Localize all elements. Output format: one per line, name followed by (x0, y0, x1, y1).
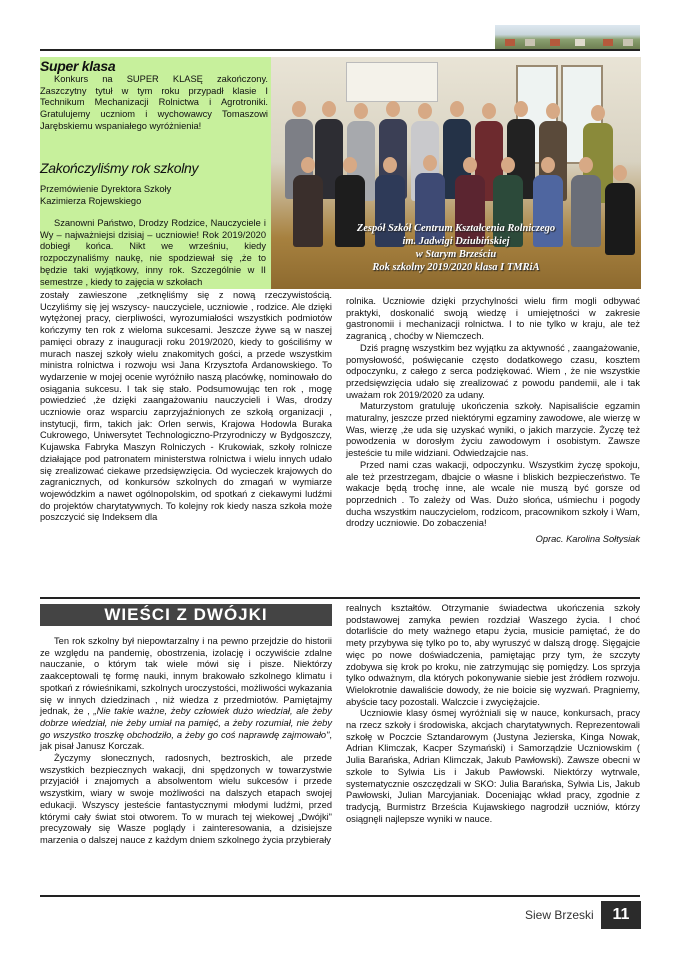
wiesci-paragraph-1: Ten rok szkolny był niepowtarzalny i na pewno przejdzie do historii ze względu na pandemię, obostrzenia, izolację i oczywiście zdalne nauczanie, o którym tak wiele mówi się i pisze. Niektórzy zaakceptowali tę formę nauki, innym brakowało szkolnego klimatu i spotkań z rówieśnikami, szkolnych uroczystości, możliwości wykazania się w innych dziedzinach , niż wiedza z przedmiotów. Pamiętajmy jednak, że , „Nie takie ważne, żeby człowiek dużo wiedział, ale żeby dobrze wiedział, nie żeby umiał na pamięć, a żeby rozumiał, nie żeby go wszystko troszkę obchodziło, a żeby go coś naprawdę zajmowało", jak pisał Janusz Korczak. (40, 636, 332, 752)
speech-paragraph-1-continued: zostały zawieszone ,zetknęliśmy się z nową rzeczywistością. Uczyliśmy się jej wszyscy- nauczyciele, uczniowie , rodzice. Ale dzięki wytężonej pracy, cierpliwości, wyrozumiałości wszystkich podmiotów kończymy ten rok z wieloma sukcesami. Jeszcze żywe są w naszej pamięci obrazy z inauguracji roku 2019/2020, kiedy to gościliśmy w murach naszej szkoły wielu znakomitych gości, a przede wszystkim ministra rolnictwa i rozwoju wsi Jana Krzysztofa Ardanowskiego. To wydarzenie w mojej ocenie wyróżniło naszą placówkę, nominowało do osiągania sukcesu. I tak się stało. Podsumowując ten rok , mogę powiedzieć ,że dzięki zaangażowaniu nauczycieli i Was, drodzy uczniowie oraz wsparciu zaprzyjaźnionych ze szkołą organizacji , instytucji, firm, takich jak: Orlen serwis, Krajowa Hodowla Buraka Cukrowego, Uniwersytet Technologiczno-Przyrodniczy w Bydgoszczy, Kujawska Fabryka Maszyn Rolniczych - Krukowiak, szkoły rolnicze działające pod patronatem ministerstwa rolnictwa i wielu innych udało się zrealizować ciekawe przedsięwzięcia. Od wycieczek krajowych do zagranicznych, od konkursów szkolnych do zmagań w wymiarze wojewódzkim a nawet ogólnopolskim, od spotkań z ciekawymi ludźmi do projektów charytatywnych. To kolejny rok kiedy nasza szkoła może poszczycić się Indeksem dla (40, 290, 332, 523)
bottom-rule (40, 895, 640, 897)
korczak-quote: „Nie takie ważne, żeby człowiek dużo wiedział, ale żeby dobrze wiedział, nie żeby umiał na pamięć, a żeby rozumiał, nie żeby go wszystko troszkę obchodziło, a żeby go coś naprawdę zajmowało" (40, 706, 332, 740)
photo-caption-line-3: w Starym Brześciu (415, 249, 497, 260)
photo-caption-line-4: Rok szkolny 2019/2020 klasa I TMRiA (372, 262, 540, 273)
wiesci-left-column (40, 636, 332, 847)
speech-paragraph-2: rolnika. Uczniowie dzięki przychylności wielu firm mogli odbywać praktyki, doskonalić swoją wiedzę i umiejętności w zakresie gastronomii i mechanizacji rolnictwa. I to nie tylko w kraju, ale też zagranicą , choćby w Niemczech. (346, 296, 640, 342)
speech-subtitle-2: Kazimierza Rojewskiego (40, 195, 142, 206)
wiesci-banner: WIEŚCI Z DWÓJKI (40, 604, 332, 626)
speech-paragraph-5: Przed nami czas wakacji, odpoczynku. Wszystkim życzę spokoju, ale też przestrzegam, dbajcie o własne i bliskich bezpieczeństwo. Te wakacje będą trochę inne, ale wcale nie muszą być gorsze od poprzednich . To zależy od Was. Dużo słońca, uśmiechu i pogody ducha wszystkim nauczycielom, rodzicom, pracownikom szkoły i Wam, drodzy uczniowie. Do zobaczenia! (346, 459, 640, 529)
speech-paragraph-1: Szanowni Państwo, Drodzy Rodzice, Nauczyciele i Wy – najważniejsi dzisiaj – uczniowie! Rok 2019/2020 dobiegł końca. Nikt we wrześniu, kiedy rozpoczynaliśmy naukę, nie spodziewał się ,że to będzie taki wyjątkowy, inny rok. Szczególnie w II semestrze , kiedy to zajęcia w szkołach (40, 218, 266, 287)
wiesci-paragraph-3: Uczniowie klasy ósmej wyróżniali się w nauce, konkursach, pracy na rzecz szkoły i środowiska, akcjach charytatywnych. Reprezentowali szkołę w Poczcie Sztandarowym (Justyna Jezierska, Kinga Nowak, Adrian Klimczak, Kacper Szymański) i Samorządzie Uczniowskim ( Julia Barańska, Adrian Klimczak, Jakub Pawłowski). Zawsze obecni w szkole to Sylwia Lis i Jakub Pawłowski. Niektórzy wytrwale, systematycznie oszczędzali w SKO: Julia Barańska, Sylwia Lis, Jakub Pawłowski, Julian Marcyjaniak. Doceniając wkład pracy, zgodnie z tradycją, Burmistrz Brześcia Kujawskiego nagrodził uczniów, którzy osiągnęli najlepsze wyniki w nauce. (346, 708, 640, 824)
wiesci-paragraph-2: Życzymy słonecznych, radosnych, beztroskich, ale przede wszystkich bezpiecznych wakacji, dni spędzonych w towarzystwie przyjaciół i znajomych a absolwentom wielu sukcesów i przede wszystkim, wiary w swoje możliwości na dalszych etapach swojej edukacji. Wszyscy jesteście fantastycznymi młodymi ludźmi, przed którymi cały świat stoi otworem. To w murach tej wiekowej „Dwójki" precyzowały się Wasze poglądy i zainteresowania, a dzisiejsze marzenia o dalszej nauce z każdym dniem szkolnego życia przybierały (40, 753, 332, 845)
article-signature: Oprac. Karolina Sołtysiak (535, 534, 640, 545)
speech-right-column (346, 296, 640, 546)
super-klasa-body: Konkurs na SUPER KLASĘ zakończony. Zaszczytny tytuł w tym roku przypadł klasie I Technikum Mechanizacji Rolnictwa i Agrotroniki. Gratulujemy uczniom i wychowawcy Tomaszowi Jarębskiemu wspaniałego wyróżnienia! (40, 74, 268, 131)
top-rule (40, 49, 640, 51)
publication-name: Siew Brzeski (525, 908, 594, 922)
zakonczenie-header (40, 160, 268, 207)
class-photo (271, 57, 641, 289)
zakonczenie-title: Zakończyliśmy rok szkolny (40, 160, 199, 176)
speech-subtitle-1: Przemówienie Dyrektora Szkoły (40, 184, 172, 194)
whiteboard (346, 62, 438, 102)
wiesci-paragraph-2-continued: realnych kształtów. Otrzymanie świadectwa ukończenia szkoły podstawowej zamyka pewien rozdział Waszego życia. I choć dotarliście do mety ważnego etapu życia, musicie pamiętać, że do mety przybywa się tylko po to, aby wyruszyć w dalszą drogę. Sięgajcie więc po nowe doświadczenia, pamiętając przy tym, że szczyty zdobywa się krok po kroku, nie zatrzymując się pomiędzy. Los sprzyja tylko odważnym, dla których pokonywanie siebie jest źródłem rozwoju. Wielokrotnie dawaliście dowody, że nie boicie się wyzwań. Pragniemy, abyście tacy pozostali. Walczcie i zwyciężajcie. (346, 603, 640, 707)
super-klasa-title: Super klasa (40, 58, 116, 74)
speech-paragraph-3: Dziś pragnę wszystkim bez wyjątku za aktywność , zaangażowanie, pomysłowość, poświęcanie często dodatkowego czasu, kosztem odpoczynku, z całego z serca podziękować. Wiem , że nie wszystkie przedsięwzięcia udało się zrealizować z powodu pandemii, ale i tak uważam rok 2019/2020 za udany. (346, 342, 640, 400)
village-landscape-thumbnail (495, 25, 640, 49)
wiesci-right-column (346, 603, 640, 825)
photo-caption-line-1: Zespół Szkół Centrum Kształcenia Rolniczego (356, 223, 556, 234)
page-number: 11 (601, 901, 641, 929)
super-klasa-section (40, 58, 268, 133)
photo-caption-line-2: im. Jadwigi Dziubińskiej (402, 236, 510, 247)
speech-paragraph-4: Maturzystom gratuluję ukończenia szkoły. Napisaliście egzamin maturalny, jeszcze przed niektórymi egzaminy zawodowe, ale wierzę w Was, wierzę ,że uda się uzyskać wyniki, o jakich marzycie. Życzę też powodzenia w dorosłym życiu zawodowym i osobistym. Zawsze jesteście tu mile widziani. Odwiedzajcie nas. (346, 401, 640, 459)
middle-rule (40, 597, 640, 599)
